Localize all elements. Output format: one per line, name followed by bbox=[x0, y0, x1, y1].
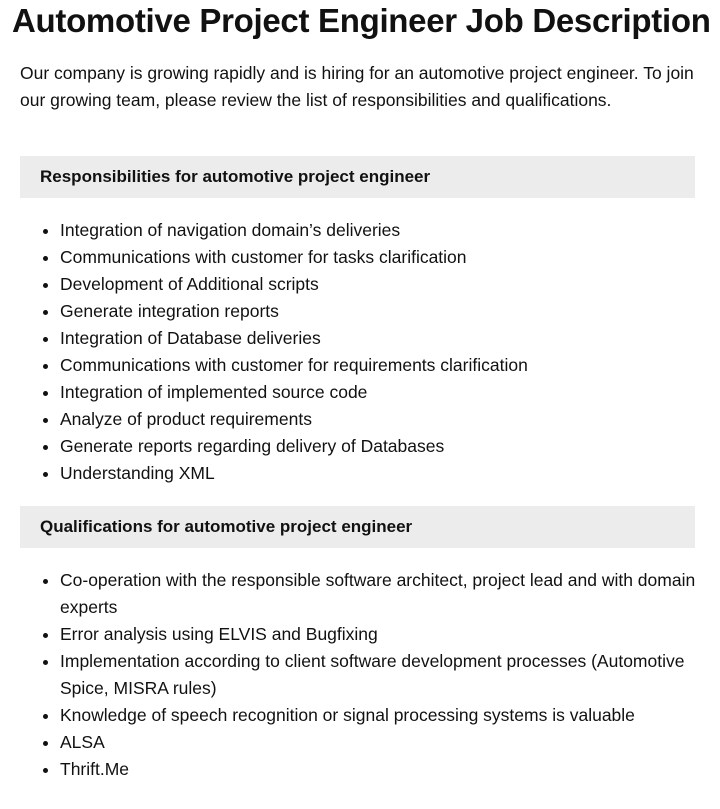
list-item: • Integration of navigation domain’s deliveries bbox=[60, 217, 710, 244]
responsibilities-heading: Responsibilities for automotive project engineer bbox=[20, 156, 695, 198]
list-item: • Understanding XML bbox=[60, 460, 710, 487]
list-item: • Generate integration reports bbox=[60, 298, 710, 325]
list-item: • Communications with customer for tasks clarification bbox=[60, 244, 710, 271]
list-item: • Integration of Database deliveries bbox=[60, 325, 710, 352]
list-item: • ALSA bbox=[60, 729, 710, 756]
list-item: • Thrift.Me bbox=[60, 756, 710, 783]
list-item: • Implementation according to client software development processes (Automotive Spice, MISRA rules) bbox=[60, 648, 710, 702]
intro-text: Our company is growing rapidly and is hiring for an automotive project engineer. To join our growing team, please review the list of responsibilities and qualifications. bbox=[20, 63, 694, 110]
list-item: • Generate reports regarding delivery of Databases bbox=[60, 433, 710, 460]
qualifications-list bbox=[20, 567, 710, 783]
list-item: • Error analysis using ELVIS and Bugfixing bbox=[60, 621, 710, 648]
list-item: • Co-operation with the responsible software architect, project lead and with domain experts bbox=[60, 567, 710, 621]
list-item: • Analyze of product requirements bbox=[60, 406, 710, 433]
list-item: • Integration of implemented source code bbox=[60, 379, 710, 406]
responsibilities-list bbox=[20, 217, 710, 487]
qualifications-heading: Qualifications for automotive project engineer bbox=[20, 506, 695, 548]
list-item: • Communications with customer for requirements clarification bbox=[60, 352, 710, 379]
list-item: • Knowledge of speech recognition or signal processing systems is valuable bbox=[60, 702, 710, 729]
list-item: • Development of Additional scripts bbox=[60, 271, 710, 298]
page-title: Automotive Project Engineer Job Description bbox=[12, 2, 711, 39]
